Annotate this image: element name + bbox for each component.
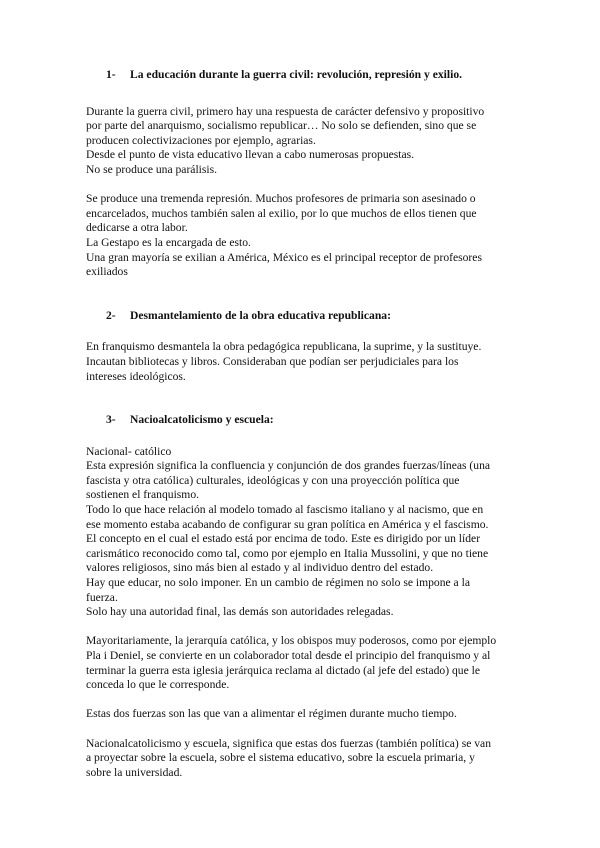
text-line: sostienen el franquismo.: [86, 488, 200, 502]
text-line: Solo hay una autoridad final, las demás son autoridades relegadas.: [86, 605, 394, 619]
text-line: a proyectar sobre la escuela, sobre el sistema educativo, sobre la escuela primaria, y: [86, 751, 475, 765]
section-1-heading: [106, 68, 522, 83]
text-line: Nacional- católico: [86, 444, 172, 458]
text-line: Nacionalcatolicismo y escuela, significa que estas dos fuerzas (también política) se van: [86, 736, 491, 750]
text-line: En franquismo desmantela la obra pedagógica republicana, la suprime, y la sustituye.: [86, 340, 482, 354]
text-line: producen colectivizaciones por ejemplo, agrarias.: [86, 133, 316, 147]
text-line: Mayoritariamente, la jerarquía católica, y los obispos muy poderosos, como por ejemplo: [86, 634, 497, 648]
section-1-title: La educación durante la guerra civil: revolución, represión y exilio.: [130, 68, 463, 81]
section-2-paragraph-1: [86, 340, 522, 384]
text-line: por parte del anarquismo, socialismo republicar… No solo se defienden, sino que se: [86, 119, 477, 133]
text-line: terminar la guerra esta iglesia jerárquica reclama al dictado (al jefe del estado) que le: [86, 663, 480, 677]
section-3-paragraph-3: [86, 707, 522, 722]
text-line: El concepto en el cual el estado está por encima de todo. Este es dirigido por un líder: [86, 532, 481, 546]
section-1-paragraph-2: [86, 192, 522, 280]
text-line: intereses ideológicos.: [86, 369, 186, 383]
section-1-number: 1-: [106, 68, 116, 81]
text-line: dedicarse a otra labor.: [86, 221, 188, 235]
text-line: Se produce una tremenda represión. Muchos profesores de primaria son asesinado o: [86, 192, 476, 206]
text-line: valores religiosos, sino más bien al estado y al individuo dentro del estado.: [86, 561, 434, 575]
section-3-title: Nacioalcatolicismo y escuela:: [130, 413, 274, 427]
text-line: No se produce una parálisis.: [86, 162, 218, 176]
text-line: exiliados: [86, 265, 128, 279]
section-2-number: 2-: [106, 308, 116, 322]
document-page: [86, 68, 522, 780]
text-line: Esta expresión significa la confluencia y conjunción de dos grandes fuerzas/líneas (una: [86, 459, 491, 473]
text-line: La Gestapo es la encargada de esto.: [86, 235, 251, 249]
section-1-paragraph-1: [86, 105, 522, 178]
section-3-paragraph-2: [86, 634, 522, 692]
text-line: Incautan bibliotecas y libros. Consideraban que podían ser perjudiciales para los: [86, 354, 459, 368]
section-3-paragraph-4: [86, 737, 522, 781]
section-3-paragraph-1: [86, 445, 522, 620]
section-3-number: 3-: [106, 413, 116, 427]
text-line: ese momento estaba acabando de configurar su gran política en América y el fascismo.: [86, 517, 489, 531]
text-line: fuerza.: [86, 590, 118, 604]
text-line: Durante la guerra civil, primero hay una respuesta de carácter defensivo y propositivo: [86, 104, 485, 118]
text-line: sobre la universidad.: [86, 765, 183, 779]
text-line: Hay que educar, no solo imponer. En un cambio de régimen no solo se impone a la: [86, 576, 470, 590]
section-3-heading: [106, 413, 522, 428]
text-line: Estas dos fuerzas son las que van a alimentar el régimen durante mucho tiempo.: [86, 707, 457, 721]
section-2-title: Desmantelamiento de la obra educativa republicana:: [130, 308, 391, 322]
section-2-heading: [106, 309, 522, 324]
text-line: Desde el punto de vista educativo llevan a cabo numerosas propuestas.: [86, 148, 415, 162]
text-line: Una gran mayoría se exilian a América, México es el principal receptor de profesores: [86, 250, 482, 264]
text-line: Pla i Deniel, se convierte en un colaborador total desde el principio del franquismo y al: [86, 649, 491, 662]
text-line: Todo lo que hace relación al modelo tomado al fascismo italiano y al nacismo, que en: [86, 503, 484, 517]
text-line: carismático reconocido como tal, como por ejemplo en Italia Mussolini, y que no tiene: [86, 546, 489, 560]
text-line: fascista y otra católica) culturales, ideológicas y con una proyección política que: [86, 473, 460, 487]
text-line: conceda lo que le corresponde.: [86, 678, 230, 692]
text-line: encarcelados, muchos también salen al exilio, por lo que muchos de ellos tienen que: [86, 206, 477, 220]
